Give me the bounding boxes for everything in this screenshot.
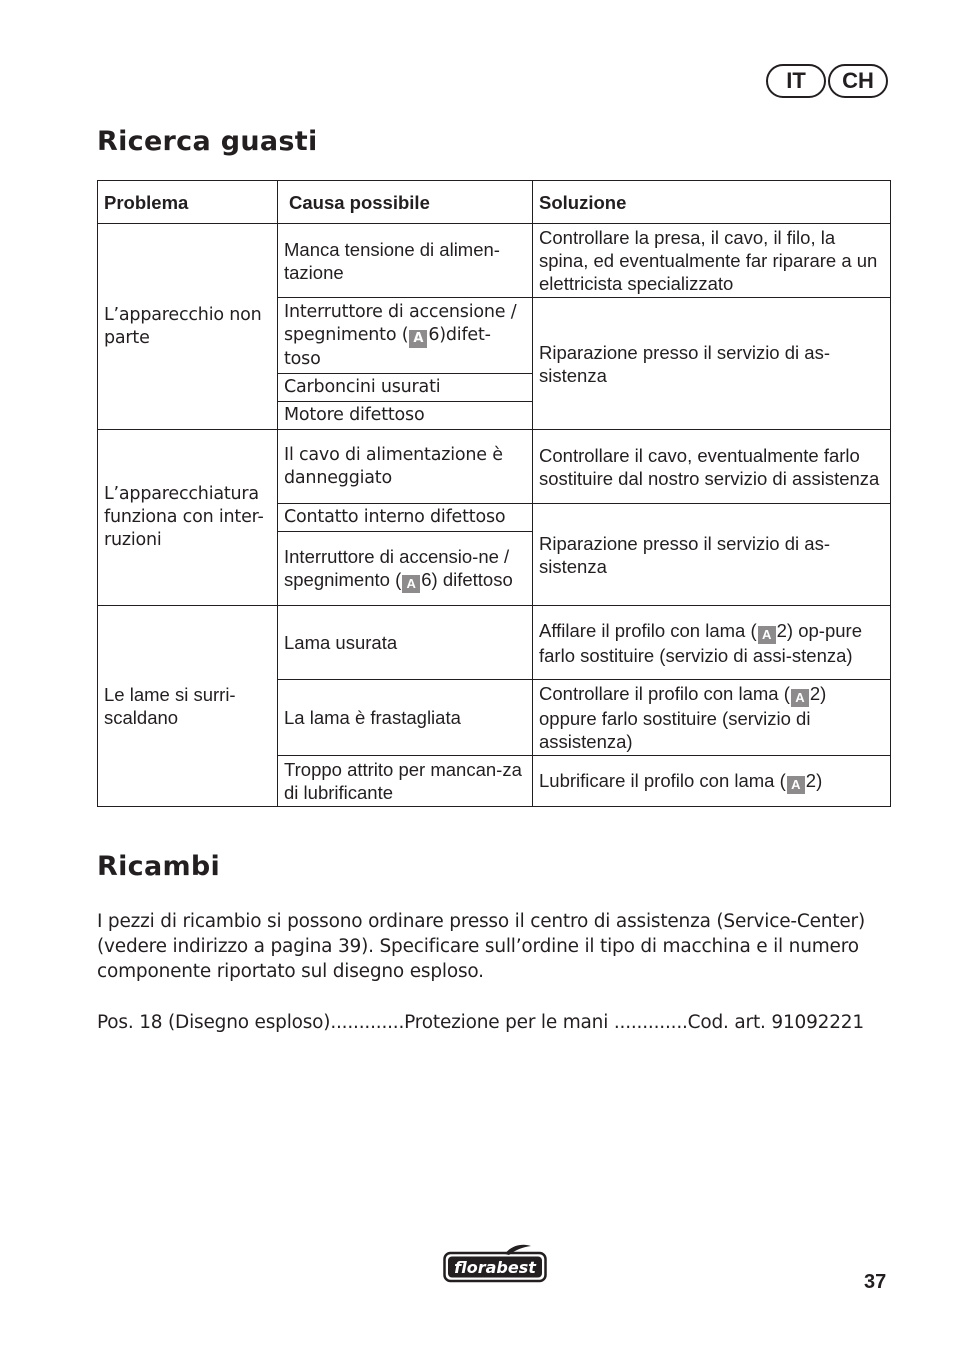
cause-cell: Troppo attrito per mancan-za di lubrificante bbox=[278, 756, 533, 807]
cause-cell: Motore difettoso bbox=[278, 402, 533, 430]
solution-text: 2) oppure farlo sostituire (servizio di assistenza) bbox=[539, 683, 827, 752]
problem-cell: Le lame si surri-scaldano bbox=[98, 606, 278, 807]
cause-cell: Carboncini usurati bbox=[278, 374, 533, 402]
problem-cell: L’apparecchio non parte bbox=[98, 224, 278, 430]
table-header-row bbox=[98, 181, 891, 224]
problem-cell: L’apparecchiatura funziona con inter-ruzioni bbox=[98, 430, 278, 606]
section-title-troubleshooting: Ricerca guasti bbox=[97, 126, 318, 157]
figure-a-icon: A bbox=[758, 626, 776, 644]
cause-cell: Lama usurata bbox=[278, 606, 533, 680]
cause-cell: Il cavo di alimentazione è danneggiato bbox=[278, 430, 533, 504]
cause-cell bbox=[278, 298, 533, 374]
figure-a-icon: A bbox=[402, 575, 420, 593]
lang-badge-ch: CH bbox=[828, 64, 888, 98]
solution-cell: Controllare il cavo, eventualmente farlo sostituire dal nostro servizio di assistenza bbox=[533, 430, 891, 504]
solution-cell: Riparazione presso il servizio di as-sistenza bbox=[533, 504, 891, 606]
solution-text: 2) bbox=[805, 769, 823, 791]
cause-cell bbox=[278, 532, 533, 606]
solution-cell: Controllare la presa, il cavo, il filo, la spina, ed eventualmente far riparare a un elettricista specializzato bbox=[533, 224, 891, 298]
header-solution: Soluzione bbox=[533, 181, 891, 224]
table-row bbox=[98, 430, 891, 504]
spare-parts-paragraph: I pezzi di ricambio si possono ordinare presso il centro di assistenza (Service-Center) (vedere indirizzo a pagina 39). Specificare sull’ordine il tipo di macchina e il numero componente riportato sul disegno esploso. bbox=[97, 911, 865, 982]
solution-text: 2) op-pure farlo sostituire (servizio di assi-stenza) bbox=[539, 619, 862, 666]
figure-a-icon: A bbox=[791, 689, 809, 707]
solution-cell: Riparazione presso il servizio di as-sistenza bbox=[533, 298, 891, 430]
solution-text: Lubrificare il profilo con lama ( bbox=[539, 769, 786, 791]
logo-text: florabest bbox=[454, 1258, 536, 1277]
table-row bbox=[98, 606, 891, 680]
cause-cell: Contatto interno difettoso bbox=[278, 504, 533, 532]
solution-text: Controllare il profilo con lama ( bbox=[539, 683, 790, 704]
lang-badge-it: IT bbox=[766, 64, 826, 98]
cause-text: 6)difet-toso bbox=[284, 324, 491, 369]
section-title-spare-parts: Ricambi bbox=[97, 851, 221, 882]
florabest-logo bbox=[443, 1243, 547, 1283]
cause-cell: La lama è frastagliata bbox=[278, 680, 533, 756]
solution-text: Affilare il profilo con lama ( bbox=[539, 619, 757, 641]
solution-cell bbox=[533, 756, 891, 807]
table-row bbox=[98, 224, 891, 298]
solution-cell bbox=[533, 606, 891, 680]
figure-a-icon: A bbox=[787, 776, 805, 794]
figure-a-icon: A bbox=[409, 330, 427, 348]
page-number: 37 bbox=[864, 1271, 887, 1293]
florabest-logo-graphic bbox=[443, 1243, 547, 1283]
spare-part-line: Pos. 18 (Disegno esploso).............Protezione per le mani .............Cod. art. 91092221 bbox=[97, 1012, 864, 1033]
cause-text: Interruttore di accensione / spegnimento ( bbox=[284, 301, 517, 345]
cause-cell: Manca tensione di alimen-tazione bbox=[278, 224, 533, 298]
solution-cell bbox=[533, 680, 891, 756]
cause-text: Interruttore di accensio-ne / spegnimento ( bbox=[284, 545, 510, 590]
header-cause: Causa possibile bbox=[278, 181, 533, 224]
header-problem: Problema bbox=[98, 181, 278, 224]
cause-text: 6) difettoso bbox=[421, 568, 513, 590]
troubleshooting-table bbox=[97, 180, 891, 807]
